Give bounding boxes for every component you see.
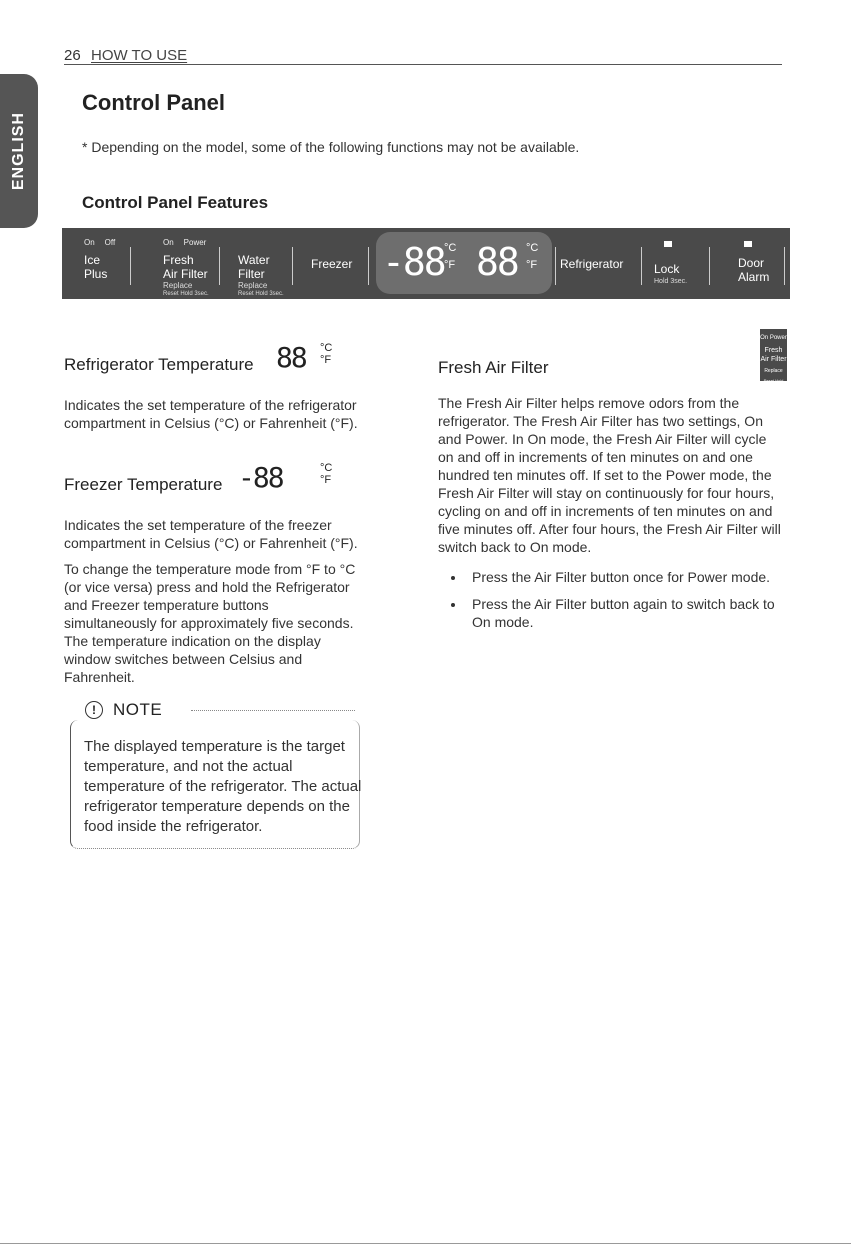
panel-divider [784, 247, 785, 285]
temperature-display [376, 232, 552, 294]
instruction-list [438, 568, 784, 631]
page-header [64, 44, 782, 65]
ice-off-indicator: Off [104, 238, 116, 247]
unit-fahrenheit: °F [320, 354, 332, 366]
mini-fresh-label: Fresh [764, 347, 783, 354]
note-text: The displayed temperature is the target temperature, and not the actual temperature of the refrigerator. The actual refrigerator temperature depends on the food inside the refrigerator. [84, 738, 362, 835]
list-item: • Press the Air Filter button again to switch back to On mode. [466, 595, 784, 631]
fridge-temp-heading: Refrigerator Temperature [64, 355, 254, 374]
freezer-temp-heading: Freezer Temperature [64, 475, 223, 494]
lock-label: Lock [654, 262, 680, 276]
mini-air-filter-label: Air Filter [760, 356, 787, 363]
unit-celsius: °C [526, 242, 539, 254]
note-title: NOTE [113, 700, 163, 719]
list-item: • Press the Air Filter button once for Power mode. [466, 568, 784, 586]
door-label: Door [738, 256, 765, 270]
exclamation-icon: ! [85, 701, 103, 719]
note-box [70, 700, 362, 849]
panel-divider [292, 247, 293, 285]
unit-fahrenheit: °F [320, 474, 332, 486]
fresh-air-filter-heading: Fresh Air Filter [438, 358, 549, 377]
panel-divider [555, 247, 556, 285]
alarm-label: Alarm [738, 270, 770, 284]
mini-reset-label: Reset Hold 3sec. [763, 378, 784, 392]
mini-power-label: Power [769, 335, 787, 341]
unit-fahrenheit: °F [526, 259, 538, 271]
panel-divider [641, 247, 642, 285]
temp-mode-text: To change the temperature mode from °F to °C (or vice versa) press and hold the Refrigerator and Freezer temperature buttons simultaneously for approximately five seconds. The temperature indication on the display window switches between Celsius and Fahrenheit. [64, 561, 356, 685]
section-subtitle: Control Panel Features [82, 193, 269, 212]
fresh-air-filter-text: The Fresh Air Filter helps remove odors from the refrigerator. The Fresh Air Filter has two settings, On and Power. In On mode, the Fresh Air Filter will cycle on and off in increments of ten minutes on and one hundred ten minutes off. If set to the Power mode, the Fresh Air Filter will stay on continuously for four hours, cycling on and off in increments of ten minutes on and five minutes off. After four hours, the Fresh Air Filter will switch back to On mode. [438, 395, 781, 555]
reset-hold-label: Reset Hold 3sec. [163, 291, 209, 297]
section-title: HOW TO USE [91, 47, 188, 64]
unit-fahrenheit: °F [444, 259, 456, 271]
reset-hold-label: Reset Hold 3sec. [238, 291, 284, 297]
unit-celsius: °C [320, 462, 333, 474]
replace-label: Replace [163, 281, 193, 290]
lock-indicator-dot [664, 241, 672, 247]
control-panel [62, 228, 790, 299]
fridge-temp-icon: 88 [276, 341, 306, 374]
panel-divider [709, 247, 710, 285]
page-bottom-rule [0, 1243, 851, 1244]
mini-replace-label: Replace [764, 368, 783, 374]
filter-power-indicator: Power [183, 238, 207, 247]
fridge-digits: 88 [476, 240, 518, 284]
filter-label: Filter [238, 267, 265, 281]
mini-on-label: On [760, 335, 769, 341]
freezer-temp-icon: -88 [238, 461, 283, 494]
refrigerator-label: Refrigerator [560, 257, 624, 271]
language-tab [0, 74, 38, 228]
ice-label: Ice [84, 253, 101, 267]
filter-on-indicator: On [163, 238, 174, 247]
air-filter-label: Air Filter [163, 267, 208, 281]
door-alarm-indicator-dot [744, 241, 752, 247]
lock-hold-label: Hold 3sec. [654, 278, 688, 285]
language-tab-label: ENGLISH [10, 111, 27, 191]
panel-divider [219, 247, 220, 285]
freezer-label: Freezer [311, 257, 353, 271]
fridge-temp-text: Indicates the set temperature of the refrigerator compartment in Celsius (°C) or Fahrenheit (°F). [64, 397, 358, 431]
note-header [85, 700, 166, 720]
note-divider [191, 710, 355, 711]
ice-on-indicator: On [84, 238, 95, 247]
fresh-air-filter-icon [760, 329, 787, 392]
left-column [64, 340, 364, 694]
freezer-digits: -88 [382, 240, 445, 284]
panel-divider [368, 247, 369, 285]
unit-celsius: °C [444, 242, 457, 254]
panel-divider [130, 247, 131, 285]
page-number: 26 [64, 47, 81, 64]
intro-note: * Depending on the model, some of the following functions may not be available. [82, 139, 580, 155]
plus-label: Plus [84, 267, 108, 281]
unit-celsius: °C [320, 342, 333, 354]
replace-label: Replace [238, 281, 268, 290]
page-title: Control Panel [82, 90, 226, 115]
right-column [438, 394, 784, 640]
freezer-temp-text: Indicates the set temperature of the freezer compartment in Celsius (°C) or Fahrenheit (°F). [64, 517, 358, 551]
fresh-label: Fresh [163, 253, 194, 267]
water-label: Water [238, 253, 270, 267]
